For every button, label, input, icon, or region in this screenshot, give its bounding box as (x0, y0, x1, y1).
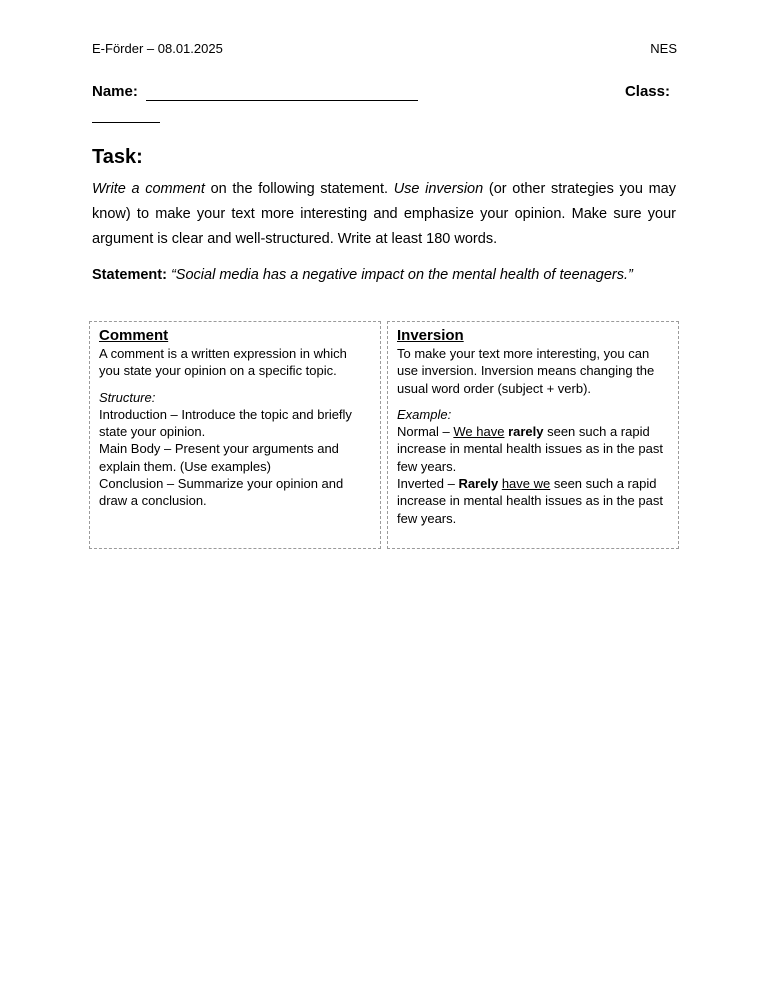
structure-conclusion: Conclusion – Summarize your opinion and draw a conclusion. (99, 476, 344, 509)
structure-introduction: Introduction – Introduce the topic and briefly state your opinion. (99, 406, 352, 440)
normal-bold: rarely (508, 424, 544, 440)
example-normal (397, 423, 669, 475)
comment-definition: A comment is a written expression in which you state your opinion on a specific topic. (99, 346, 347, 379)
inverted-rest: seen such a rapid increase in mental health issues as in the past few years. (397, 476, 663, 526)
header-initials: NES (650, 41, 677, 56)
statement-text: “Social media has a negative impact on the mental health of teenagers.” (170, 267, 633, 283)
header-date: E-Förder – 08.01.2025 (92, 41, 223, 56)
inversion-box-title: Inversion (397, 327, 464, 344)
name-label: Name: (92, 83, 138, 100)
inverted-prefix: Inverted – (397, 476, 459, 492)
example-inverted (397, 475, 669, 527)
task-text-part-2: (or other strategies you may know) to make your text more interesting and emphasize your opinion. Make sure your argument is clear and well-structured. Write at least 180 words. (92, 181, 676, 247)
inversion-definition: To make your text more interesting, you can use inversion. Inversion means changing the usual word order (subject + verb). (397, 346, 655, 396)
name-class-row (92, 83, 672, 103)
inversion-info-box (387, 321, 679, 549)
task-italic-inversion: Use inversion (393, 181, 484, 197)
structure-main-body: Main Body – Present your arguments and explain them. (Use examples) (99, 441, 339, 474)
task-instructions (92, 177, 676, 252)
normal-underlined: We have (453, 424, 505, 440)
task-text-part-1: on the following statement. (204, 181, 394, 197)
task-italic-comment: Write a comment (92, 181, 205, 197)
inverted-bold: Rarely (458, 476, 499, 492)
statement-label: Statement: (92, 267, 167, 283)
comment-info-box (89, 321, 381, 549)
class-label: Class: (624, 83, 670, 100)
class-field-line[interactable] (92, 122, 160, 123)
normal-rest: seen such a rapid increase in mental health issues as in the past few years. (397, 424, 663, 474)
statement (92, 267, 692, 283)
task-heading: Task: (92, 146, 143, 168)
comment-box-title: Comment (99, 327, 169, 344)
inverted-underlined: have we (501, 476, 551, 492)
example-label: Example: (397, 406, 452, 422)
normal-prefix: Normal – (397, 424, 454, 440)
structure-label: Structure: (99, 389, 156, 405)
name-field-line[interactable] (146, 100, 418, 101)
